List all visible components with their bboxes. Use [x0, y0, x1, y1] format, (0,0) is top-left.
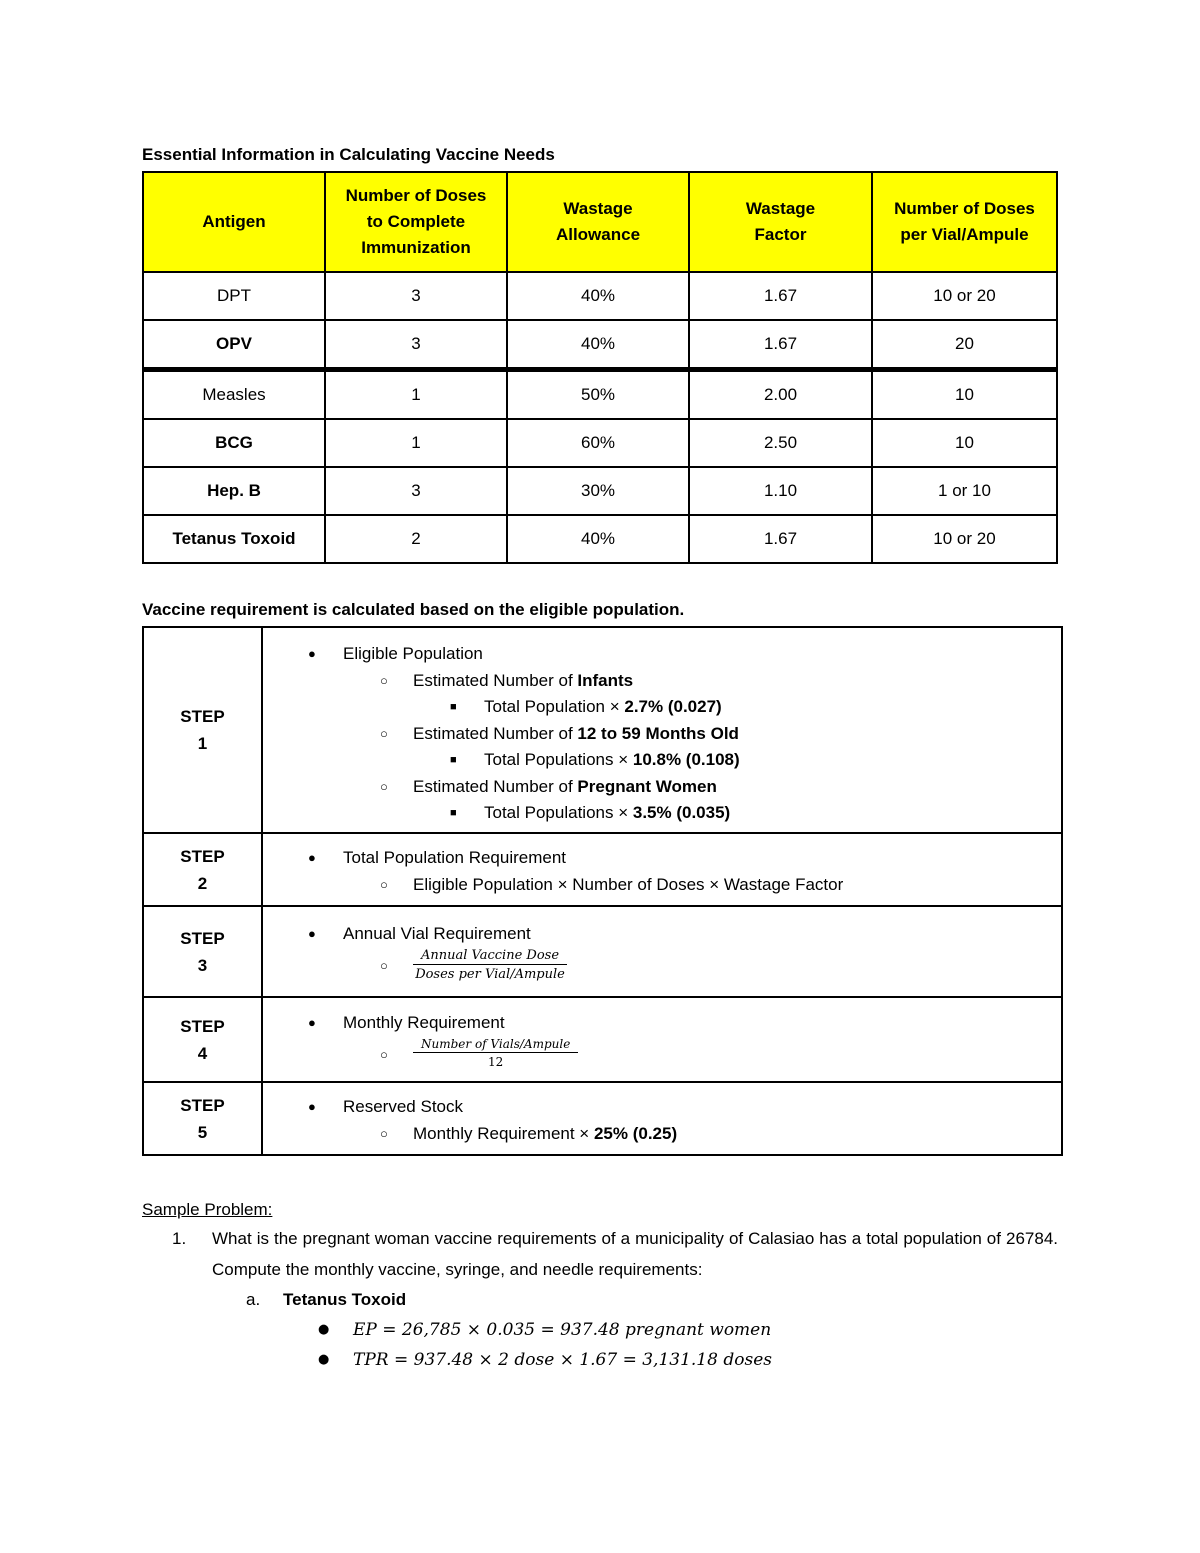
doses-cell: 2: [325, 515, 507, 563]
allowance-cell: 40%: [507, 320, 689, 370]
step-word: STEP: [180, 1016, 225, 1036]
step-calc-text: Total Populations ×: [484, 750, 633, 769]
step-content: [262, 627, 1062, 833]
step-label: [143, 1082, 262, 1155]
table-row: [143, 515, 1057, 563]
hollow-bullet-icon: ○: [380, 672, 388, 688]
step-word: STEP: [180, 1095, 225, 1115]
step-label: [143, 627, 262, 833]
doses-cell: 1: [325, 419, 507, 467]
fraction: [413, 1037, 578, 1069]
step-calc-bold: 3.5% (0.035): [632, 803, 731, 822]
antigen-cell: Tetanus Toxoid: [143, 515, 325, 563]
step-bullet-text: Monthly Requirement: [343, 1013, 505, 1032]
filled-bullet-icon: ●: [308, 646, 316, 661]
table-row: [143, 1082, 1062, 1155]
per-vial-cell: 10 or 20: [872, 272, 1057, 320]
allowance-cell: 50%: [507, 370, 689, 420]
doses-cell: 3: [325, 272, 507, 320]
step-number: 2: [197, 873, 208, 893]
table2-title: Vaccine requirement is calculated based on the eligible population.: [142, 600, 685, 619]
fraction-denominator: Doses per Vial/Ampule: [415, 966, 565, 982]
header-per-vial: Number of Doses per Vial/Ampule: [872, 172, 1057, 272]
fraction: [413, 948, 567, 982]
filled-bullet-icon: ●: [308, 1015, 316, 1030]
sample-title: Sample Problem:: [142, 1200, 273, 1219]
vaccine-info-table: [142, 171, 1058, 564]
filled-bullet-icon: ●: [308, 850, 316, 865]
factor-cell: 1.10: [689, 467, 872, 515]
factor-cell: 1.67: [689, 515, 872, 563]
hollow-bullet-icon: ○: [380, 1046, 388, 1062]
table1-title: Essential Information in Calculating Vaccine Needs: [142, 145, 555, 164]
question-number: 1.: [172, 1229, 187, 1248]
sub-question-a: [142, 1285, 1058, 1315]
equation-text: TPR = 937.48 × 2 dose × 1.67 = 3,131.18 doses: [353, 1350, 772, 1370]
steps-table: [142, 626, 1063, 1156]
per-vial-cell: 20: [872, 320, 1057, 370]
factor-cell: 2.50: [689, 419, 872, 467]
step-content: [262, 833, 1062, 906]
step-bullet-text: Total Population Requirement: [343, 848, 567, 867]
step-word: STEP: [180, 707, 225, 726]
hollow-bullet-icon: ○: [380, 725, 388, 741]
step-calc-text: Total Populations ×: [484, 803, 633, 822]
step-number: 3: [197, 955, 208, 975]
table-row: [143, 906, 1062, 997]
header-factor: Wastage Factor: [689, 172, 872, 272]
header-antigen: Antigen: [143, 172, 325, 272]
step-number: 5: [197, 1122, 208, 1142]
step-number: 4: [197, 1043, 208, 1063]
allowance-cell: 40%: [507, 515, 689, 563]
equation-text: EP = 26,785 × 0.035 = 937.48 pregnant women: [353, 1320, 772, 1340]
per-vial-cell: 1 or 10: [872, 467, 1057, 515]
antigen-cell: DPT: [143, 272, 325, 320]
step-sub-text: Monthly Requirement ×: [413, 1123, 594, 1143]
allowance-cell: 40%: [507, 272, 689, 320]
antigen-cell: BCG: [143, 419, 325, 467]
step-sub-bold: Infants: [577, 670, 634, 690]
table-row: [143, 419, 1057, 467]
hollow-bullet-icon: ○: [380, 876, 388, 892]
step-sub-text: Estimated Number of: [413, 776, 578, 796]
equation-tpr: [142, 1345, 1058, 1375]
question-text: What is the pregnant woman vaccine requirements of a municipality of Calasiao has a total population of 26784. Compute the monthly vaccine, syringe, and needle requirements:: [212, 1229, 1058, 1279]
hollow-bullet-icon: ○: [380, 778, 388, 794]
step-content: [262, 906, 1062, 997]
square-bullet-icon: ■: [450, 754, 457, 766]
step-word: STEP: [180, 846, 225, 866]
step-word: STEP: [180, 928, 225, 948]
step-sub-bold: 12 to 59 Months Old: [577, 723, 739, 743]
factor-cell: 2.00: [689, 370, 872, 420]
table-row: [143, 833, 1062, 906]
header-doses: Number of Doses to Complete Immunization: [325, 172, 507, 272]
square-bullet-icon: ■: [450, 701, 457, 713]
step-label: [143, 997, 262, 1082]
step-calc-bold: 10.8% (0.108): [632, 750, 740, 769]
filled-bullet-icon: ●: [318, 1352, 330, 1367]
step-content: [262, 1082, 1062, 1155]
step-content: [262, 997, 1062, 1082]
step-calc-bold: 2.7% (0.027): [624, 697, 722, 716]
doses-cell: 3: [325, 467, 507, 515]
fraction-numerator: Number of Vials/Ampule: [413, 1037, 578, 1053]
step-sub-text: Eligible Population × Number of Doses × Wastage Factor: [413, 874, 844, 894]
table-row: [143, 272, 1057, 320]
step-bullet-text: Eligible Population: [343, 644, 483, 663]
antigen-cell: Measles: [143, 370, 325, 420]
step-sub-text: Estimated Number of: [413, 723, 578, 743]
filled-bullet-icon: ●: [318, 1322, 330, 1337]
table-header-row: [143, 172, 1057, 272]
hollow-bullet-icon: ○: [380, 957, 388, 973]
question-1: [142, 1223, 1058, 1285]
filled-bullet-icon: ●: [308, 926, 316, 941]
allowance-cell: 30%: [507, 467, 689, 515]
sub-question-label: a.: [246, 1290, 261, 1309]
per-vial-cell: 10: [872, 419, 1057, 467]
step-label: [143, 906, 262, 997]
table-row: [143, 997, 1062, 1082]
step-number: 1: [197, 734, 208, 753]
allowance-cell: 60%: [507, 419, 689, 467]
table-row: [143, 467, 1057, 515]
equation-ep: [142, 1315, 1058, 1345]
step-sub-bold: 25% (0.25): [593, 1123, 678, 1143]
filled-bullet-icon: ●: [308, 1099, 316, 1114]
factor-cell: 1.67: [689, 320, 872, 370]
table-row: [143, 370, 1057, 420]
per-vial-cell: 10: [872, 370, 1057, 420]
table-row: [143, 320, 1057, 370]
antigen-cell: OPV: [143, 320, 325, 370]
header-allowance: Wastage Allowance: [507, 172, 689, 272]
step-label: [143, 833, 262, 906]
step-bullet-text: Annual Vial Requirement: [343, 924, 531, 943]
fraction-denominator: 12: [488, 1054, 504, 1069]
table-row: [143, 627, 1062, 833]
step-sub-text: Estimated Number of: [413, 670, 578, 690]
antigen-cell: Hep. B: [143, 467, 325, 515]
factor-cell: 1.67: [689, 272, 872, 320]
sub-question-title: Tetanus Toxoid: [283, 1290, 407, 1309]
doses-cell: 3: [325, 320, 507, 370]
step-sub-bold: Pregnant Women: [577, 776, 717, 796]
sample-problem: [142, 1197, 1058, 1375]
hollow-bullet-icon: ○: [380, 1125, 388, 1141]
step-bullet-text: Reserved Stock: [343, 1097, 463, 1116]
step-calc-text: Total Population ×: [484, 697, 625, 716]
per-vial-cell: 10 or 20: [872, 515, 1057, 563]
doses-cell: 1: [325, 370, 507, 420]
fraction-numerator: Annual Vaccine Dose: [413, 948, 567, 965]
square-bullet-icon: ■: [450, 807, 457, 819]
